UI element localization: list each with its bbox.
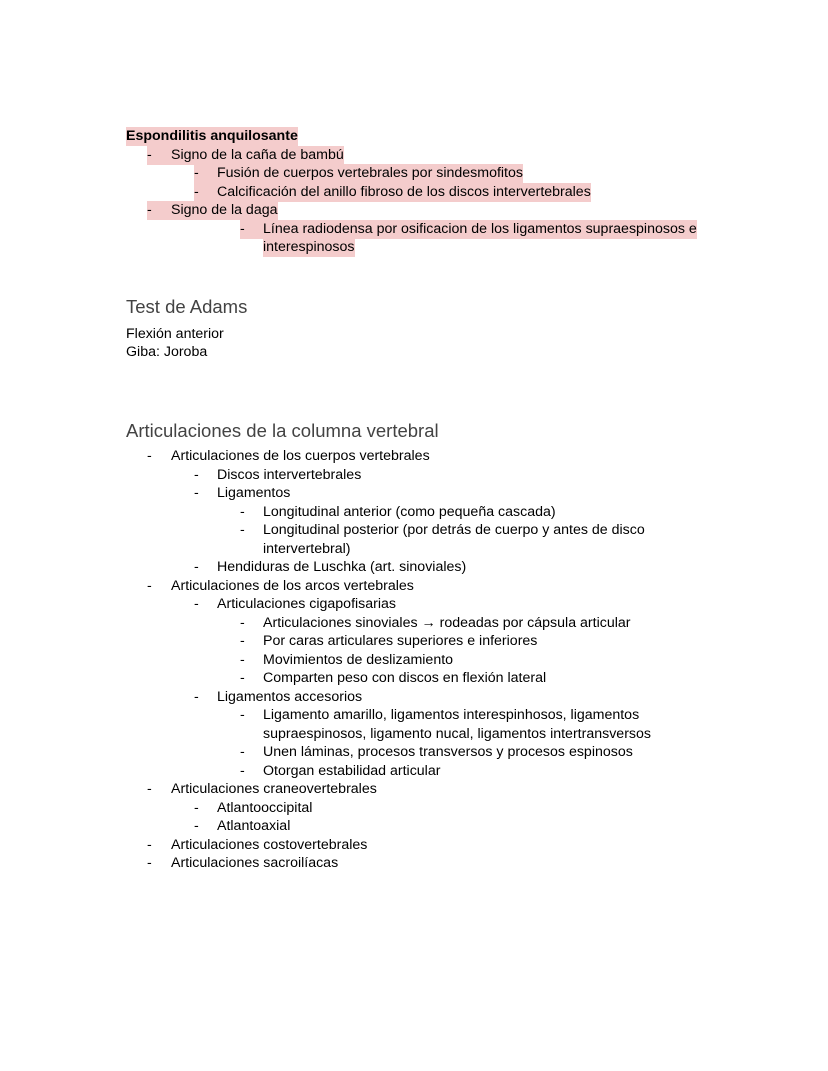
list-dash: -: [240, 670, 245, 686]
list-dash: -: [147, 448, 152, 464]
list-item-sinoviales: Articulaciones sinoviales → rodeadas por cápsula articular: [263, 615, 631, 631]
list-item-sacro: Articulaciones sacroilíacas: [171, 855, 339, 871]
adams-heading: Test de Adams: [126, 296, 248, 317]
list-dash: -: [147, 781, 152, 797]
list-item-luschka: Hendiduras de Luschka (art. sinoviales): [217, 559, 467, 575]
adams-line-2: Giba: Joroba: [126, 344, 208, 360]
list-item-costo: Articulaciones costovertebrales: [171, 837, 368, 853]
list-item-calcificacion: Calcificación del anillo fibroso de los discos intervertebrales: [217, 184, 591, 200]
list-item-daga: Signo de la daga: [171, 202, 278, 218]
list-item-movimientos: Movimientos de deslizamiento: [263, 652, 454, 668]
adams-line-1: Flexión anterior: [126, 326, 224, 342]
list-dash: -: [194, 467, 199, 483]
list-dash: -: [240, 652, 245, 668]
list-item-cuerpos: Articulaciones de los cuerpos vertebrales: [171, 448, 430, 464]
list-item-long-post: Longitudinal posterior (por detrás de cuerpo y antes de disco: [263, 522, 645, 538]
list-dash: -: [147, 855, 152, 871]
list-dash: -: [240, 220, 264, 239]
list-item-discos: Discos intervertebrales: [217, 467, 362, 483]
list-dash: -: [240, 522, 245, 538]
list-dash: -: [194, 800, 199, 816]
list-dash: -: [194, 183, 218, 202]
list-item-comparten: Comparten peso con discos en flexión lateral: [263, 670, 547, 686]
list-dash: -: [147, 146, 171, 165]
list-dash: -: [147, 837, 152, 853]
list-dash: -: [240, 615, 245, 631]
list-dash: -: [194, 596, 199, 612]
list-dash: -: [240, 763, 245, 779]
list-item-bambu: Signo de la caña de bambú: [171, 147, 344, 163]
list-item-atlantooccipital: Atlantooccipital: [217, 800, 313, 816]
list-item-unen: Unen láminas, procesos transversos y procesos espinosos: [263, 744, 633, 760]
list-item-accesorios: Ligamentos accesorios: [217, 689, 363, 705]
list-dash: -: [194, 485, 199, 501]
list-item-atlantoaxial: Atlantoaxial: [217, 818, 291, 834]
list-item-caras: Por caras articulares superiores e inferiores: [263, 633, 538, 649]
list-item-arcos: Articulaciones de los arcos vertebrales: [171, 578, 414, 594]
list-item-amarillo: Ligamento amarillo, ligamentos interespinhosos, ligamentos: [263, 707, 640, 723]
list-dash: -: [194, 164, 218, 183]
list-dash: -: [240, 744, 245, 760]
list-dash: -: [147, 578, 152, 594]
list-item-ligamentos: Ligamentos: [217, 485, 291, 501]
list-item-otorgan: Otorgan estabilidad articular: [263, 763, 441, 779]
list-item-linea-cont: interespinosos: [263, 239, 355, 255]
list-item-long-ant: Longitudinal anterior (como pequeña cascada): [263, 504, 556, 520]
list-dash: -: [147, 201, 171, 220]
list-item-craneo: Articulaciones craneovertebrales: [171, 781, 377, 797]
list-dash: -: [240, 707, 245, 723]
list-dash: -: [240, 633, 245, 649]
list-dash: -: [194, 559, 199, 575]
list-item-linea: Línea radiodensa por osificacion de los ligamentos supraespinosos e: [263, 221, 697, 237]
articulaciones-heading: Articulaciones de la columna vertebral: [126, 420, 439, 441]
list-item-long-post-cont: intervertebral): [263, 541, 351, 557]
list-dash: -: [194, 689, 199, 705]
list-item-amarillo-cont: supraespinosos, ligamento nucal, ligamentos intertransversos: [263, 726, 651, 742]
list-dash: -: [240, 504, 245, 520]
list-item-cigapo: Articulaciones cigapofisarias: [217, 596, 397, 612]
espondilitis-title: Espondilitis anquilosante: [126, 128, 298, 144]
list-item-fusion: Fusión de cuerpos vertebrales por sindesmofitos: [217, 165, 523, 181]
list-dash: -: [194, 818, 199, 834]
